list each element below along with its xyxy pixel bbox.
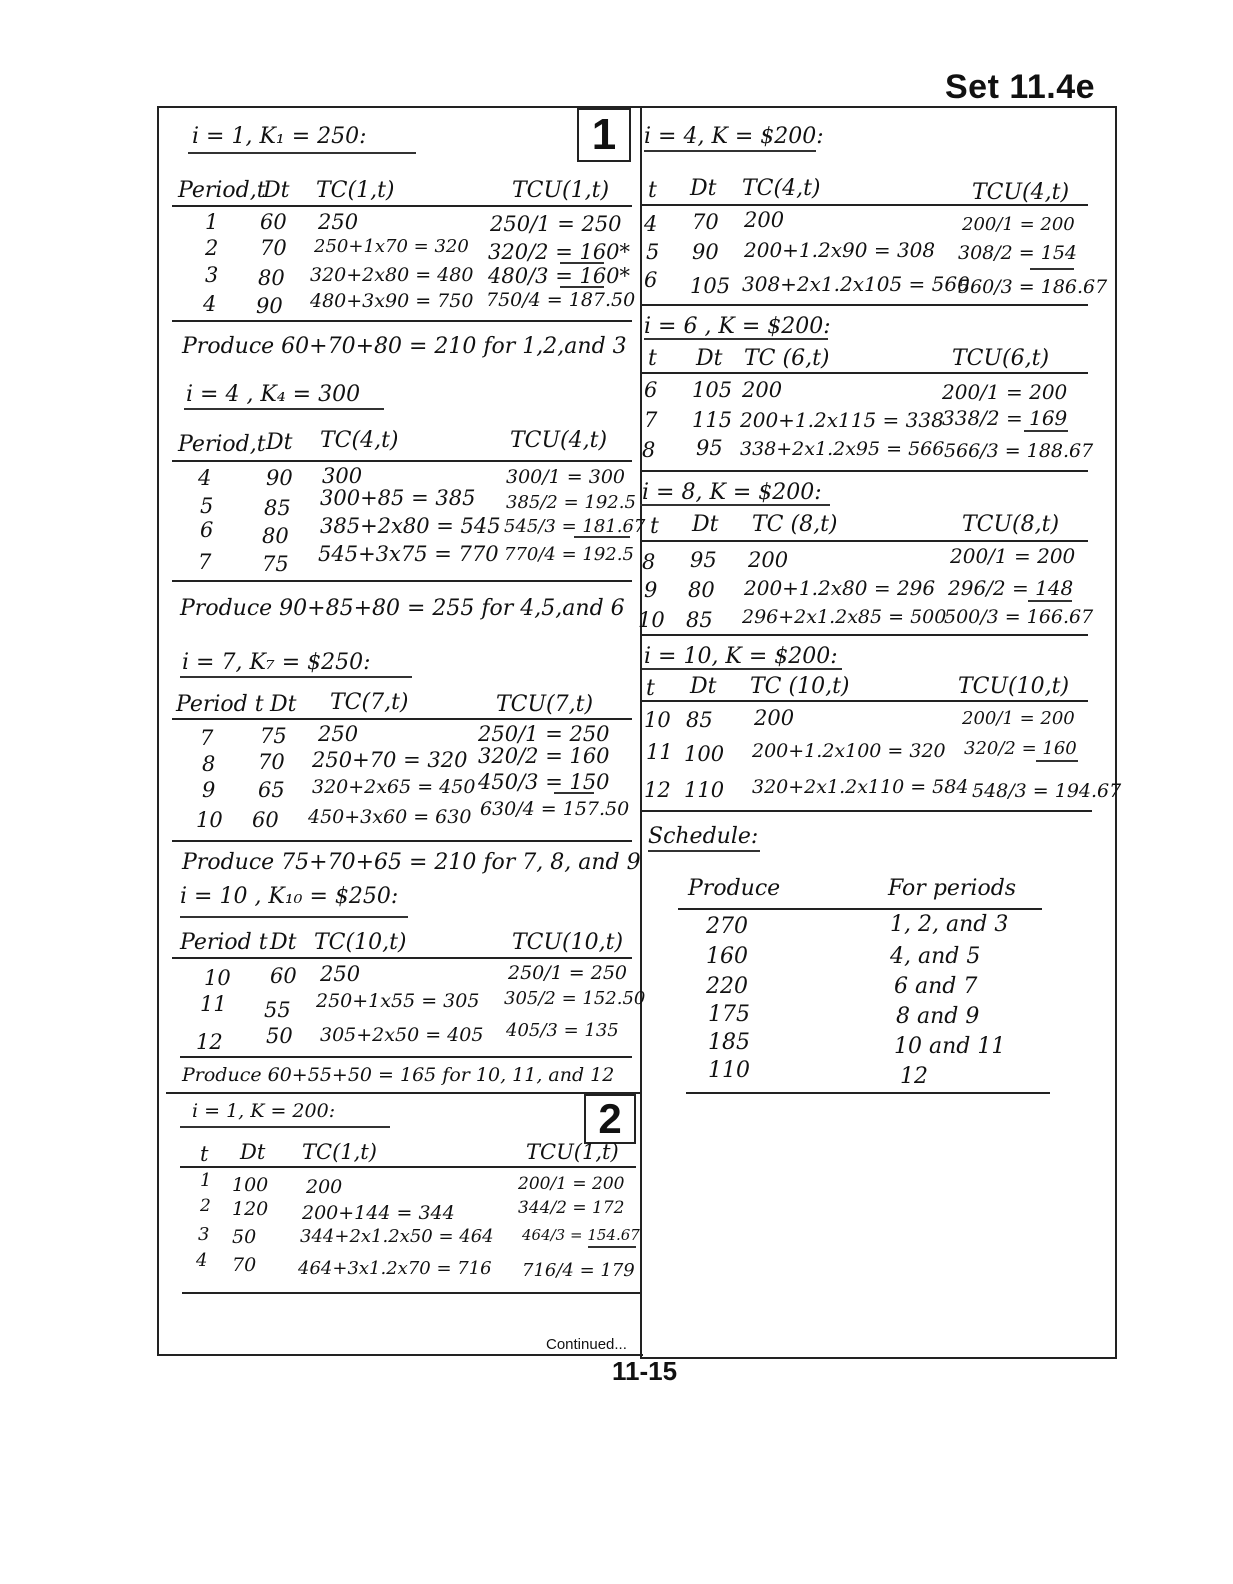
s1-col-tc: TC(1,t) [316, 178, 395, 203]
s5-r2-tcu: 344/2 = 172 [518, 1198, 625, 1218]
r4-r1-tc: 200 [754, 706, 795, 730]
s2-r4-tcu: 770/4 = 192.5 [504, 544, 634, 565]
schedule-r2-periods: 4, and 5 [890, 944, 981, 969]
s4-r2-dt: 55 [264, 998, 291, 1022]
r1-r1-dt: 70 [692, 210, 719, 234]
s1-r2-t: 2 [205, 236, 219, 260]
r2-col-t: t [648, 346, 657, 371]
r3-r1-tc: 200 [748, 548, 789, 572]
r2-col-tc: TC (6,t) [744, 346, 830, 371]
r1-col-dt: Dt [690, 176, 717, 201]
s1-bottom-rule [172, 320, 632, 322]
s3-title-underline [180, 676, 412, 678]
r4-r2-underline [1036, 760, 1078, 762]
s1-header-rule [172, 205, 632, 207]
s3-produce: Produce 75+70+65 = 210 for 7, 8, and 9 [182, 850, 641, 875]
s3-r3-dt: 65 [258, 778, 285, 802]
s2-col-tcu: TCU(4,t) [510, 428, 608, 453]
s3-bottom-rule [172, 840, 632, 842]
s4-r1-t: 10 [204, 966, 231, 990]
r4-r1-tcu: 200/1 = 200 [962, 708, 1075, 729]
s1-produce: Produce 60+70+80 = 210 for 1,2,and 3 [182, 334, 627, 359]
r1-r3-t: 6 [644, 268, 658, 292]
page-number: 11-15 [612, 1356, 678, 1386]
s5-r1-dt: 100 [232, 1174, 269, 1196]
s1-title-underline [188, 152, 416, 154]
r3-bottom-rule [640, 634, 1088, 636]
r2-r1-t: 6 [644, 378, 658, 402]
s1-r1-t: 1 [205, 210, 219, 234]
schedule-r1-periods: 1, 2, and 3 [890, 912, 1009, 937]
r1-r3-tcu: 560/3 = 186.67 [958, 276, 1108, 298]
s4-r2-tcu: 305/2 = 152.50 [504, 988, 646, 1009]
s5-r2-t: 2 [200, 1196, 211, 1216]
r4-r2-tc: 200+1.2x100 = 320 [752, 740, 946, 762]
r2-title-underline [644, 338, 828, 340]
s2-r2-t: 5 [200, 494, 214, 518]
r3-r1-t: 8 [642, 550, 656, 574]
s3-header-rule [172, 718, 632, 720]
r3-col-dt: Dt [692, 512, 719, 537]
s4-bottom-rule [180, 1056, 632, 1058]
s1-r4-tcu: 750/4 = 187.50 [486, 289, 636, 311]
r1-r2-dt: 90 [692, 240, 719, 264]
s4-title: i = 10 , K₁₀ = $250: [180, 884, 399, 909]
r4-col-tc: TC (10,t) [750, 674, 850, 699]
r2-r2-t: 7 [644, 408, 658, 432]
s5-r4-t: 4 [196, 1250, 208, 1271]
r4-r3-tc: 320+2x1.2x110 = 584 [752, 776, 969, 798]
s4-produce-rule [166, 1092, 642, 1094]
r2-r1-tc: 200 [742, 378, 783, 402]
r4-header-rule [640, 700, 1088, 702]
s5-col-dt: Dt [240, 1140, 266, 1164]
s3-col-dt: Dt [270, 692, 297, 717]
s4-r3-tc: 305+2x50 = 405 [320, 1024, 484, 1046]
s3-r1-dt: 75 [260, 724, 287, 748]
s1-r3-underline [560, 286, 604, 288]
r2-r1-dt: 105 [692, 378, 733, 402]
s4-col-tcu: TCU(10,t) [512, 930, 624, 955]
s3-r1-tcu: 250/1 = 250 [478, 722, 610, 746]
schedule-r3-periods: 6 and 7 [894, 974, 978, 999]
s2-r2-tc: 300+85 = 385 [320, 486, 476, 510]
s3-col-tcu: TCU(7,t) [496, 692, 594, 717]
r2-col-dt: Dt [696, 346, 723, 371]
s2-bottom-rule [172, 580, 632, 582]
r4-col-dt: Dt [690, 674, 717, 699]
r1-title: i = 4, K = $200: [644, 124, 824, 149]
r2-header-rule [640, 372, 1088, 374]
schedule-header-rule [678, 908, 1042, 910]
r1-col-t: t [648, 178, 657, 203]
s3-r2-dt: 70 [258, 750, 285, 774]
r1-title-underline [644, 150, 816, 152]
s5-r4-tcu: 716/4 = 179 [522, 1260, 635, 1281]
schedule-r4-produce: 175 [708, 1002, 750, 1027]
s1-r2-tcu: 320/2 = 160* [488, 240, 631, 264]
s5-header-rule [180, 1166, 636, 1168]
schedule-r6-produce: 110 [708, 1058, 750, 1083]
r3-r3-dt: 85 [686, 608, 713, 632]
s3-r1-tc: 250 [318, 722, 359, 746]
s2-r4-t: 7 [198, 550, 212, 574]
r2-title: i = 6 , K = $200: [644, 314, 831, 339]
s2-col-dt: Dt [266, 430, 293, 455]
s1-r1-tcu: 250/1 = 250 [490, 212, 622, 236]
s4-header-rule [172, 957, 632, 959]
r2-r2-tcu: 338/2 = 169 [942, 406, 1068, 430]
r3-col-tcu: TCU(8,t) [962, 512, 1060, 537]
s5-r3-underline [588, 1246, 636, 1248]
schedule-r1-produce: 270 [706, 914, 748, 939]
s5-r3-dt: 50 [232, 1226, 257, 1248]
r3-r2-tcu: 296/2 = 148 [948, 576, 1074, 600]
r3-col-tc: TC (8,t) [752, 512, 838, 537]
r1-col-tc: TC(4,t) [742, 176, 821, 201]
r3-title-underline [640, 504, 830, 506]
s4-col-dt: Dt [270, 930, 297, 955]
set-title: Set 11.4e [945, 68, 1096, 106]
r3-r1-dt: 95 [690, 548, 717, 572]
s1-r4-t: 4 [203, 292, 217, 316]
s4-r2-tc: 250+1x55 = 305 [316, 990, 480, 1012]
s1-r1-dt: 60 [260, 210, 287, 234]
schedule-bottom-rule [686, 1092, 1050, 1094]
schedule-title: Schedule: [648, 824, 759, 849]
schedule-r5-periods: 10 and 11 [894, 1034, 1006, 1059]
s4-r3-t: 12 [196, 1030, 223, 1054]
r4-bottom-rule [640, 810, 1092, 812]
s3-col-period: Period t [176, 692, 264, 717]
s2-col-tc: TC(4,t) [320, 428, 399, 453]
s3-r1-t: 7 [200, 726, 214, 750]
r1-r2-t: 5 [646, 240, 660, 264]
r4-r1-dt: 85 [686, 708, 713, 732]
r2-r3-dt: 95 [696, 436, 723, 460]
r1-r1-tcu: 200/1 = 200 [962, 214, 1075, 235]
schedule-r4-periods: 8 and 9 [896, 1004, 980, 1029]
s5-col-tc: TC(1,t) [302, 1140, 377, 1164]
schedule-title-underline [648, 850, 760, 852]
s2-r4-tc: 545+3x75 = 770 [318, 542, 499, 566]
r1-r3-dt: 105 [690, 274, 731, 298]
r4-r2-dt: 100 [684, 742, 725, 766]
s4-r1-tc: 250 [320, 962, 361, 986]
r3-header-rule [640, 540, 1088, 542]
s2-r3-tc: 385+2x80 = 545 [320, 514, 501, 538]
s2-r3-t: 6 [200, 518, 214, 542]
schedule-r2-produce: 160 [706, 944, 748, 969]
r3-r2-dt: 80 [688, 578, 715, 602]
s2-col-period: Period,t [178, 432, 266, 457]
s5-r1-t: 1 [200, 1170, 212, 1191]
s2-r3-underline [574, 536, 630, 538]
s4-col-tc: TC(10,t) [314, 930, 407, 955]
s3-r3-t: 9 [202, 778, 216, 802]
s1-title: i = 1, K₁ = 250: [192, 124, 367, 149]
s5-r2-dt: 120 [232, 1198, 269, 1220]
schedule-r3-produce: 220 [706, 974, 748, 999]
s3-r4-tc: 450+3x60 = 630 [308, 806, 472, 828]
r2-bottom-rule [640, 470, 1088, 472]
r4-r3-tcu: 548/3 = 194.67 [972, 780, 1122, 802]
s1-r4-tc: 480+3x90 = 750 [310, 290, 474, 312]
s5-r3-t: 3 [198, 1224, 210, 1245]
s4-r1-tcu: 250/1 = 250 [508, 962, 628, 984]
s3-r2-tcu: 320/2 = 160 [478, 744, 610, 768]
s2-produce: Produce 90+85+80 = 255 for 4,5,and 6 [180, 596, 625, 621]
s1-col-period: Period,t [178, 178, 266, 203]
r2-r3-tc: 338+2x1.2x95 = 566 [740, 438, 945, 460]
s4-produce: Produce 60+55+50 = 165 for 10, 11, and 12 [182, 1064, 615, 1086]
problem-box-1: 1 [577, 108, 631, 162]
r1-r1-t: 4 [644, 212, 658, 236]
r2-r2-dt: 115 [692, 408, 733, 432]
s4-r3-tcu: 405/3 = 135 [506, 1020, 619, 1041]
s2-r1-tc: 300 [322, 464, 363, 488]
s4-title-underline [180, 916, 408, 918]
s1-r2-tc: 250+1x70 = 320 [314, 236, 469, 257]
s5-r1-tcu: 200/1 = 200 [518, 1174, 625, 1194]
s4-r1-dt: 60 [270, 964, 297, 988]
s3-col-tc: TC(7,t) [330, 690, 409, 715]
s5-r1-tc: 200 [306, 1176, 343, 1198]
r3-r3-tc: 296+2x1.2x85 = 500 [742, 606, 947, 628]
s2-r3-tcu: 545/3 = 181.67 [504, 516, 646, 537]
schedule-r5-produce: 185 [708, 1030, 750, 1055]
r1-r3-tc: 308+2x1.2x105 = 560 [742, 272, 970, 296]
r3-title: i = 8, K = $200: [642, 480, 822, 505]
s3-r4-tcu: 630/4 = 157.50 [480, 798, 630, 820]
s3-title: i = 7, K₇ = $250: [182, 650, 371, 675]
r2-col-tcu: TCU(6,t) [952, 346, 1050, 371]
r3-r2-underline [1028, 600, 1072, 602]
r4-r2-t: 11 [646, 740, 673, 764]
s3-r3-tcu: 450/3 = 150 [478, 770, 610, 794]
r3-r3-t: 10 [638, 608, 665, 632]
s5-r2-tc: 200+144 = 344 [302, 1202, 455, 1224]
r1-header-rule [640, 204, 1088, 206]
s5-r3-tcu: 464/3 = 154.67 [522, 1226, 640, 1244]
r4-title: i = 10, K = $200: [644, 644, 838, 669]
schedule-r6-periods: 12 [900, 1064, 928, 1089]
r1-r2-tcu: 308/2 = 154 [958, 242, 1078, 264]
s2-r1-t: 4 [198, 466, 212, 490]
s1-r3-t: 3 [205, 263, 219, 287]
r1-r2-tc: 200+1.2x90 = 308 [744, 238, 936, 262]
s3-r4-dt: 60 [252, 808, 279, 832]
schedule-col-produce: Produce [688, 876, 781, 901]
r2-r2-underline [1024, 430, 1068, 432]
s5-col-tcu: TCU(1,t) [526, 1140, 619, 1164]
r4-r1-t: 10 [644, 708, 671, 732]
s2-title-underline [184, 408, 384, 410]
problem-box-2: 2 [584, 1094, 636, 1144]
s3-r3-tc: 320+2x65 = 450 [312, 776, 476, 798]
s1-r2-dt: 70 [260, 236, 287, 260]
r4-r3-dt: 110 [684, 778, 725, 802]
s5-r3-tc: 344+2x1.2x50 = 464 [300, 1226, 494, 1247]
s5-title: i = 1, K = 200: [192, 1100, 336, 1122]
continued-note: Continued... [546, 1336, 627, 1353]
s2-r4-dt: 75 [262, 552, 289, 576]
r4-r2-tcu: 320/2 = 160 [964, 738, 1077, 759]
r2-r3-tcu: 566/3 = 188.67 [944, 440, 1094, 462]
r1-r1-tc: 200 [744, 208, 785, 232]
s1-r3-tcu: 480/3 = 160* [488, 264, 631, 288]
s1-col-tcu: TCU(1,t) [512, 178, 610, 203]
s5-r4-tc: 464+3x1.2x70 = 716 [298, 1258, 492, 1279]
r1-col-tcu: TCU(4,t) [972, 180, 1070, 205]
r4-col-tcu: TCU(10,t) [958, 674, 1070, 699]
s4-r2-t: 11 [200, 992, 227, 1016]
r1-bottom-rule [640, 304, 1088, 306]
r4-col-t: t [646, 676, 655, 701]
s3-r4-t: 10 [196, 808, 223, 832]
s2-r2-dt: 85 [264, 496, 291, 520]
s3-r2-tc: 250+70 = 320 [312, 748, 468, 772]
s2-r2-tcu: 385/2 = 192.5 [506, 492, 636, 513]
s5-bottom-rule [182, 1292, 640, 1294]
s1-r4-dt: 90 [256, 294, 283, 318]
s3-r3-underline [554, 792, 594, 794]
s2-r3-dt: 80 [262, 524, 289, 548]
r2-r2-tc: 200+1.2x115 = 338 [740, 408, 944, 432]
s2-r1-dt: 90 [266, 466, 293, 490]
r4-r3-t: 12 [644, 778, 671, 802]
s5-title-underline [180, 1126, 390, 1128]
s4-col-period: Period t [180, 930, 268, 955]
r3-col-t: t [650, 514, 659, 539]
s2-r1-tcu: 300/1 = 300 [506, 466, 626, 488]
s2-header-rule [172, 460, 632, 462]
r2-r3-t: 8 [642, 438, 656, 462]
s3-r2-t: 8 [202, 752, 216, 776]
r4-title-underline [642, 668, 842, 670]
s5-col-t: t [200, 1142, 209, 1166]
r3-r2-t: 9 [644, 578, 658, 602]
schedule-col-periods: For periods [888, 876, 1017, 901]
s1-r1-tc: 250 [318, 210, 359, 234]
r3-r3-tcu: 500/3 = 166.67 [944, 606, 1094, 628]
s5-r4-dt: 70 [232, 1254, 257, 1276]
r3-r2-tc: 200+1.2x80 = 296 [744, 576, 936, 600]
s4-r3-dt: 50 [266, 1024, 293, 1048]
r1-r2-underline [1030, 268, 1074, 270]
r3-r1-tcu: 200/1 = 200 [950, 544, 1076, 568]
r2-r1-tcu: 200/1 = 200 [942, 380, 1068, 404]
s1-col-dt: Dt [263, 178, 290, 203]
s1-r3-dt: 80 [258, 266, 285, 290]
s1-r3-tc: 320+2x80 = 480 [310, 264, 474, 286]
s2-title: i = 4 , K₄ = 300 [186, 382, 361, 407]
